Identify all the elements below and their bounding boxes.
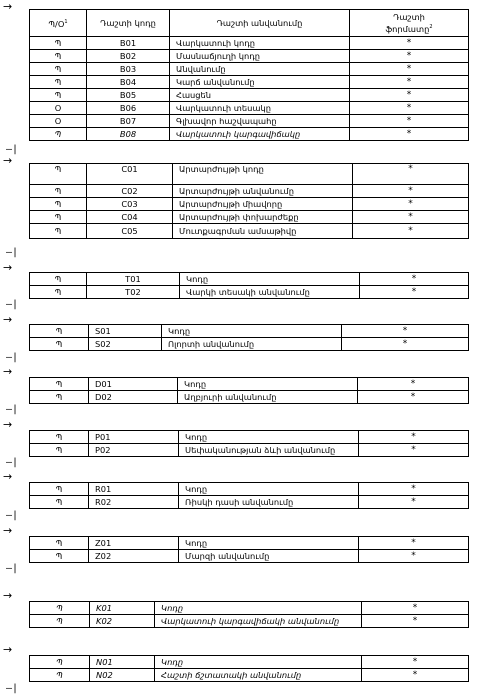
po-cell: Պ [30, 483, 89, 496]
format-mark-cell: * [353, 164, 469, 185]
format-mark-cell: * [358, 378, 469, 391]
table-header [30, 10, 469, 37]
p-table [29, 430, 469, 457]
name-cell: Արտարժույթի փոխարժեքը [173, 211, 353, 224]
n-table [29, 655, 469, 682]
r-table [29, 482, 469, 509]
name-cell: Կոդը [179, 431, 359, 444]
code-cell: S01 [89, 325, 162, 338]
po-cell: Օ [30, 115, 87, 128]
format-mark-cell: * [359, 431, 469, 444]
format-mark-cell: * [353, 198, 469, 211]
arrow-1: → [3, 0, 13, 13]
po-cell: Պ [30, 224, 87, 239]
po-cell: Պ [30, 273, 87, 286]
name-cell: Մասնաճյուղի կոդը [170, 50, 350, 63]
name-cell: Վարկի տեսակի անվանումը [180, 286, 360, 299]
table-row [30, 89, 469, 102]
po-cell: Պ [30, 338, 89, 351]
format-mark-cell: * [342, 338, 469, 351]
table-row [30, 273, 469, 286]
code-cell: B06 [87, 102, 170, 115]
table-row [30, 338, 469, 351]
c-table [29, 163, 469, 239]
s-table [29, 324, 469, 351]
name-cell: Ոլորտի անվանումը [162, 338, 342, 351]
name-cell: Արտարժույթի անվանումը [173, 185, 353, 198]
po-cell: Պ [30, 76, 87, 89]
b-table [29, 9, 469, 141]
table-row [30, 185, 469, 198]
table-row [30, 115, 469, 128]
code-cell: C02 [87, 185, 173, 198]
po-cell: Պ [30, 378, 89, 391]
name-cell: Կարճ անվանումը [170, 76, 350, 89]
arrow-5: → [3, 365, 13, 378]
table-row [30, 102, 469, 115]
format-mark-cell: * [359, 537, 469, 550]
po-cell: Պ [30, 50, 87, 63]
name-cell: Կոդը [179, 537, 359, 550]
format-mark-cell: * [360, 286, 469, 299]
table-row [30, 128, 469, 141]
table-row [30, 63, 469, 76]
name-cell: Վարկատուի տեսակը [170, 102, 350, 115]
format-mark-cell: * [358, 391, 469, 404]
po-cell: Պ [30, 656, 90, 669]
code-cell: P01 [89, 431, 179, 444]
table-row [30, 444, 469, 457]
table-row [30, 286, 469, 299]
format-mark-cell: * [359, 496, 469, 509]
end-mark-7: —| [6, 510, 19, 521]
table-row [30, 537, 469, 550]
code-cell: C03 [87, 198, 173, 211]
po-cell: Պ [30, 496, 89, 509]
name-cell: Մուտքագրման ամսաթիվը [173, 224, 353, 239]
code-cell: C04 [87, 211, 173, 224]
code-cell: B05 [87, 89, 170, 102]
name-cell: Սեփականության ձևի անվանումը [179, 444, 359, 457]
table-row [30, 391, 469, 404]
format-mark-cell: * [362, 602, 469, 615]
table-row [30, 198, 469, 211]
end-mark-3: —| [6, 299, 19, 310]
name-cell: Աղբյուրի անվանումը [178, 391, 358, 404]
table-row [30, 50, 469, 63]
po-cell: Օ [30, 102, 87, 115]
table-row [30, 496, 469, 509]
po-cell: Պ [30, 391, 89, 404]
name-cell: Հաշտի ճշտատակի անվանումը [155, 669, 362, 682]
code-cell: N02 [90, 669, 155, 682]
format-mark-cell: * [353, 185, 469, 198]
name-cell: Ռիսկի դասի անվանումը [179, 496, 359, 509]
name-cell: Հասցեն [170, 89, 350, 102]
format-mark-cell: * [350, 115, 469, 128]
end-mark-8: —| [6, 563, 19, 574]
code-cell: B07 [87, 115, 170, 128]
code-cell: N01 [90, 656, 155, 669]
table-row [30, 669, 469, 682]
end-mark-1: —| [6, 144, 19, 155]
po-cell: Պ [30, 431, 89, 444]
arrow-3: → [3, 261, 13, 274]
table-row [30, 615, 469, 628]
header-name: Դաշտի անվանումը [170, 10, 350, 37]
code-cell: R01 [89, 483, 179, 496]
arrow-8: → [3, 524, 13, 537]
header-format: Դաշտի ֆորմատը$^2$ [350, 10, 469, 37]
format-mark-cell: * [350, 89, 469, 102]
end-mark-4: —| [6, 352, 19, 363]
format-mark-cell: * [362, 615, 469, 628]
format-mark-cell: * [350, 128, 469, 141]
table-row [30, 76, 469, 89]
name-cell: Կոդը [178, 378, 358, 391]
k-table [29, 601, 469, 628]
code-cell: K01 [90, 602, 155, 615]
end-mark-6: —| [6, 457, 19, 468]
code-cell: B02 [87, 50, 170, 63]
po-cell: Պ [30, 537, 89, 550]
arrow-9: → [3, 589, 13, 602]
name-cell: Վարկատուի կոդը [170, 37, 350, 50]
code-cell: P02 [89, 444, 179, 457]
po-cell: Պ [30, 89, 87, 102]
table-row [30, 656, 469, 669]
po-cell: Պ [30, 550, 89, 563]
header-po: Պ/Օ$^1$ [30, 10, 87, 37]
po-cell: Պ [30, 211, 87, 224]
table-row [30, 431, 469, 444]
table-row [30, 224, 469, 239]
code-cell: Z02 [89, 550, 179, 563]
po-cell: Պ [30, 198, 87, 211]
po-cell: Պ [30, 164, 87, 185]
format-mark-cell: * [359, 550, 469, 563]
name-cell: Կոդը [162, 325, 342, 338]
table-row [30, 164, 469, 185]
format-mark-cell: * [353, 224, 469, 239]
po-cell: Պ [30, 286, 87, 299]
po-cell: Պ [30, 602, 90, 615]
code-cell: Z01 [89, 537, 179, 550]
name-cell: Կոդը [180, 273, 360, 286]
format-mark-cell: * [350, 37, 469, 50]
table-row [30, 550, 469, 563]
name-cell: Արտարժույթի կոդը [173, 164, 353, 185]
code-cell: T01 [87, 273, 180, 286]
arrow-6: → [3, 418, 13, 431]
end-mark-5: —| [6, 404, 19, 415]
code-cell: B04 [87, 76, 170, 89]
format-mark-cell: * [350, 50, 469, 63]
arrow-4: → [3, 313, 13, 326]
end-mark-10: —| [6, 683, 19, 694]
format-mark-cell: * [353, 211, 469, 224]
po-cell: Պ [30, 325, 89, 338]
format-mark-cell: * [359, 483, 469, 496]
table-row [30, 378, 469, 391]
code-cell: C05 [87, 224, 173, 239]
po-cell: Պ [30, 185, 87, 198]
name-cell: Վարկատուի կարգավիճակի անվանումը [155, 615, 362, 628]
code-cell: B08 [87, 128, 170, 141]
code-cell: B01 [87, 37, 170, 50]
name-cell: Կոդը [179, 483, 359, 496]
po-cell: Պ [30, 128, 87, 141]
name-cell: Անվանումը [170, 63, 350, 76]
name-cell: Արտարժույթի միավորը [173, 198, 353, 211]
name-cell: Մարզի անվանումը [179, 550, 359, 563]
po-cell: Պ [30, 615, 90, 628]
code-cell: S02 [89, 338, 162, 351]
po-cell: Պ [30, 63, 87, 76]
name-cell: Կոդը [155, 602, 362, 615]
format-mark-cell: * [359, 444, 469, 457]
po-cell: Պ [30, 669, 90, 682]
code-cell: K02 [90, 615, 155, 628]
table-row [30, 602, 469, 615]
format-mark-cell: * [360, 273, 469, 286]
name-cell: Գլխավոր հաշվապահը [170, 115, 350, 128]
code-cell: D01 [89, 378, 178, 391]
code-cell: C01 [87, 164, 173, 185]
arrow-7: → [3, 470, 13, 483]
table-row [30, 483, 469, 496]
format-mark-cell: * [350, 63, 469, 76]
format-mark-cell: * [362, 656, 469, 669]
format-mark-cell: * [342, 325, 469, 338]
name-cell: Կոդը [155, 656, 362, 669]
name-cell: Վարկատուի կարգավիճակը [170, 128, 350, 141]
d-table [29, 377, 469, 404]
format-mark-cell: * [350, 102, 469, 115]
code-cell: D02 [89, 391, 178, 404]
end-mark-2: —| [6, 247, 19, 258]
table-row [30, 325, 469, 338]
z-table [29, 536, 469, 563]
table-row [30, 37, 469, 50]
arrow-10: → [3, 643, 13, 656]
format-mark-cell: * [350, 76, 469, 89]
po-cell: Պ [30, 444, 89, 457]
t-table [29, 272, 469, 299]
po-cell: Պ [30, 37, 87, 50]
code-cell: T02 [87, 286, 180, 299]
code-cell: R02 [89, 496, 179, 509]
format-mark-cell: * [362, 669, 469, 682]
code-cell: B03 [87, 63, 170, 76]
arrow-2: → [3, 154, 13, 167]
table-row [30, 211, 469, 224]
header-code: Դաշտի կոդը [87, 10, 170, 37]
